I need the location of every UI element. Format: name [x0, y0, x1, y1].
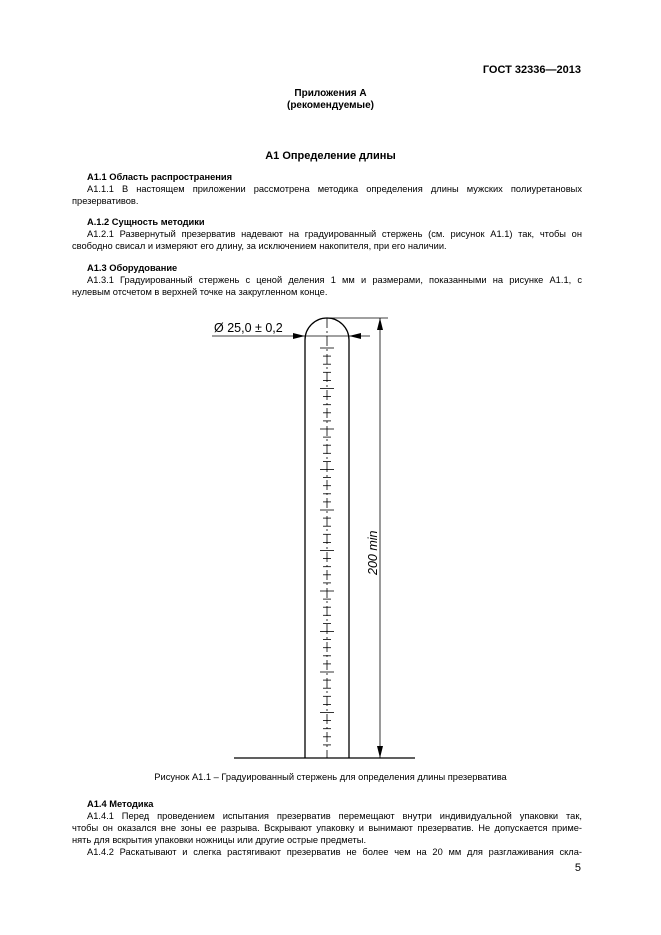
- standard-number: ГОСТ 32336—2013: [482, 64, 581, 76]
- a14-p1-line3: нять для вскрытия упаковки ножницы или другие острые предметы.: [72, 835, 367, 845]
- a12-heading: А.1.2 Сущность методики: [87, 217, 205, 227]
- length-label: 200 min: [366, 530, 380, 575]
- a13-heading: А1.3 Оборудование: [87, 263, 178, 273]
- a13-line1: А1.3.1 Градуированный стержень с ценой деления 1 мм и размерами, показанными на рисунке А1.1, с: [87, 275, 582, 285]
- a13-line2: нулевым отсчетом в верхней точке на закругленном конце.: [72, 287, 328, 297]
- a14-p2-line1: А1.4.2 Раскатывают и слегка растягивают презерватив не более чем на 20 мм для разглаживания скла-: [87, 847, 582, 857]
- diameter-label: Ø 25,0 ± 0,2: [214, 321, 283, 335]
- section-a14: [72, 798, 582, 858]
- a11-heading: А1.1 Область распространения: [87, 172, 233, 182]
- page-number: 5: [574, 862, 581, 874]
- a12-line2: свободно свисал и измеряют его длину, за исключением накопителя, при его наличии.: [72, 241, 447, 251]
- diameter-arrow-right: [349, 333, 361, 339]
- length-arrow-top: [377, 318, 383, 330]
- a11-line2: презервативов.: [72, 196, 139, 206]
- figure-caption: Рисунок А1.1 – Градуированный стержень для определения длины презерватива: [154, 772, 507, 782]
- section-title: А1 Определение длины: [265, 150, 396, 162]
- graduated-rod-figure: [0, 300, 661, 770]
- a14-p1-line2: чтобы он оказался вне зоны ее разрыва. Вскрывают упаковку и вынимают презерватив. Не допускается приме-: [72, 823, 582, 833]
- section-a12: [72, 216, 582, 252]
- annex-title: Приложения А: [294, 88, 367, 99]
- a14-heading: А1.4 Методика: [87, 799, 154, 809]
- annex-heading: [0, 88, 661, 112]
- a11-line1: А1.1.1 В настоящем приложении рассмотрена методика определения длины мужских полиуретановых: [87, 184, 582, 194]
- a12-line1: А1.2.1 Развернутый презерватив надевают на градуированный стержень (см. рисунок А1.1) так, чтобы он: [87, 229, 582, 239]
- annex-subtitle: (рекомендуемые): [286, 100, 374, 111]
- section-a11: [72, 171, 582, 207]
- diameter-arrow-left: [293, 333, 305, 339]
- length-arrow-bottom: [377, 746, 383, 758]
- a14-p1-line1: А1.4.1 Перед проведением испытания презерватив перемещают внутри индивидуальной упаковки так,: [87, 811, 582, 821]
- section-a13: [72, 262, 582, 298]
